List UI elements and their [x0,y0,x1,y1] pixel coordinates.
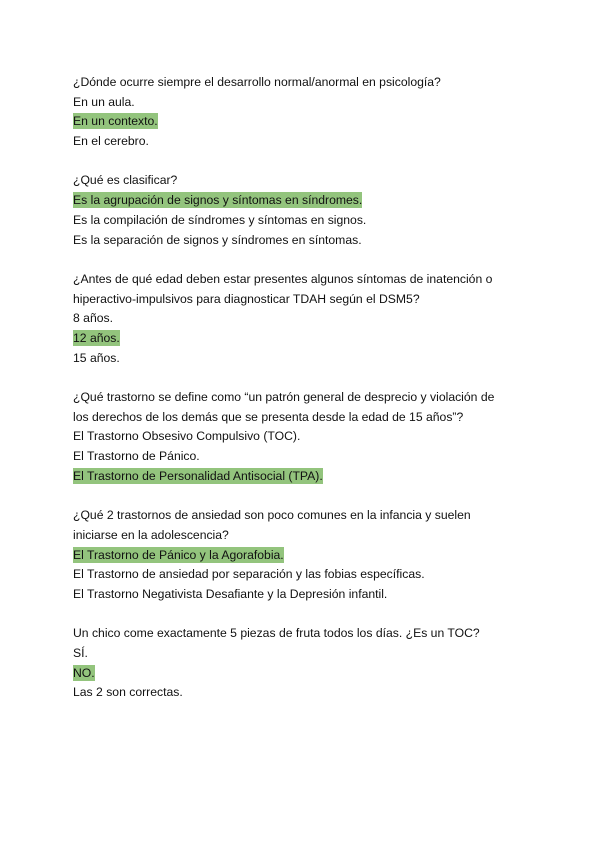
question-text: los derechos de los demás que se presenta desde la edad de 15 años”? [73,409,464,424]
spacer [73,368,533,388]
question-text: Un chico come exactamente 5 piezas de fruta todos los días. ¿Es un TOC? [73,626,480,641]
question-block [73,270,533,368]
answer-option: SÍ. [73,645,88,660]
spacer [73,605,533,625]
answer-option: Es la separación de signos y síndromes en síntomas. [73,232,362,247]
answer-option: El Trastorno Obsesivo Compulsivo (TOC). [73,429,301,444]
answer-option-correct: El Trastorno de Personalidad Antisocial (TPA). [73,468,323,483]
spacer [73,152,533,172]
question-text: ¿Qué 2 trastornos de ansiedad son poco comunes en la infancia y suelen [73,508,471,523]
question-block [73,624,533,703]
answer-option: Las 2 son correctas. [73,685,183,700]
answer-option: En el cerebro. [73,134,149,149]
answer-option: 15 años. [73,350,120,365]
answer-option-correct: En un contexto. [73,114,158,129]
question-text: ¿Dónde ocurre siempre el desarrollo normal/anormal en psicología? [73,75,441,89]
question-block [73,506,533,604]
spacer [73,250,533,270]
answer-option-correct: 12 años. [73,330,120,345]
question-text: ¿Qué es clasificar? [73,173,178,188]
question-block [73,388,533,486]
quiz-document [73,73,533,703]
answer-option: Es la compilación de síndromes y síntomas en signos. [73,212,367,227]
question-text: hiperactivo-impulsivos para diagnosticar TDAH según el DSM5? [73,291,420,306]
spacer [73,486,533,506]
question-text: ¿Qué trastorno se define como “un patrón general de desprecio y violación de [73,390,495,404]
answer-option: El Trastorno Negativista Desafiante y la Depresión infantil. [73,586,388,601]
answer-option: 8 años. [73,311,113,326]
question-text: ¿Antes de qué edad deben estar presentes algunos síntomas de inatención o [73,271,493,286]
answer-option: En un aula. [73,94,135,109]
question-block [73,73,533,152]
answer-option-correct: NO. [73,665,95,680]
question-block [73,171,533,250]
answer-option: El Trastorno de ansiedad por separación y las fobias específicas. [73,567,425,582]
question-text: iniciarse en la adolescencia? [73,527,229,542]
answer-option: El Trastorno de Pánico. [73,449,200,464]
answer-option-correct: Es la agrupación de signos y síntomas en síndromes. [73,193,363,208]
answer-option-correct: El Trastorno de Pánico y la Agorafobia. [73,547,284,562]
